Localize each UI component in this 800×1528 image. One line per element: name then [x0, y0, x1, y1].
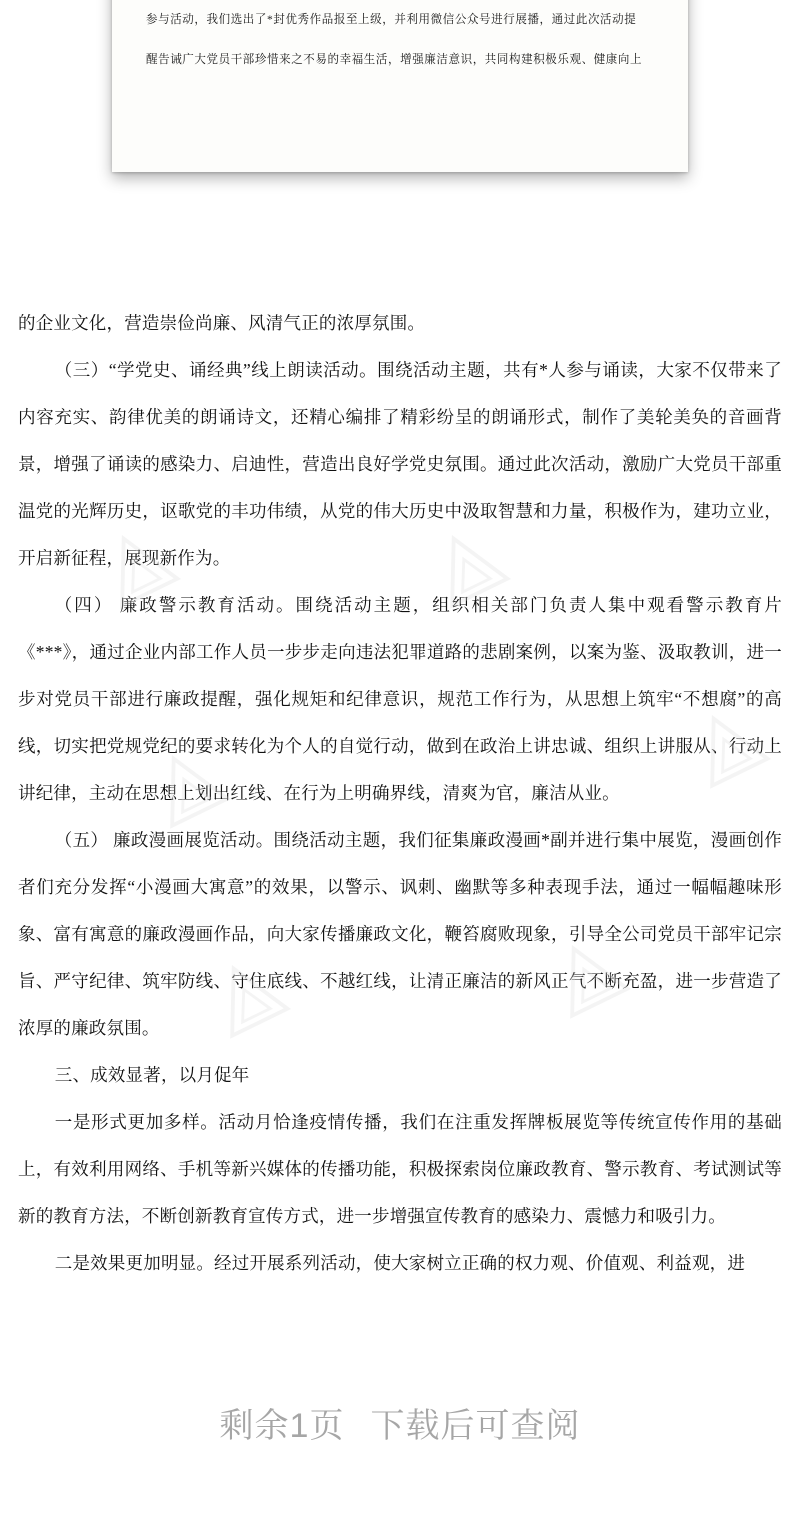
- download-hint-label[interactable]: 下载后可查阅: [370, 1407, 581, 1445]
- paywall-banner: [0, 1380, 800, 1528]
- previous-page-line: 醒告诫广大党员干部珍惜来之不易的幸福生活，增强廉洁意识，共同构建积极乐观、健康向上: [146, 53, 643, 67]
- previous-page-text-tail: [112, 0, 688, 80]
- paragraph-point-one: 一是形式更加多样。活动月恰逢疫情传播，我们在注重发挥牌板展览等传统宣传作用的基础上，有效利用网络、手机等新兴媒体的传播功能，积极探索岗位廉政教育、警示教育、考试测试等新的教育方法，不断创新教育宣传方式，进一步增强宣传教育的感染力、震憾力和吸引力。: [18, 1112, 782, 1226]
- paragraph-section-four: （四） 廉政警示教育活动。围绕活动主题，组织相关部门负责人集中观看警示教育片《***》，通过企业内部工作人员一步步走向违法犯罪道路的悲剧案例，以案为鉴、汲取教训，进一步对党员干部进行廉政提醒，强化规矩和纪律意识，规范工作行为，从思想上筑牢“不想腐”的高线，切实把党规党纪的要求转化为个人的自觉行动，做到在政治上讲忠诚、组织上讲服从、行动上讲纪律，主动在思想上划出红线、在行为上明确界线，清爽为官，廉洁从业。: [18, 595, 782, 803]
- remaining-pages-label: 剩余1页: [219, 1407, 345, 1445]
- content-fade-mask: [0, 1316, 800, 1380]
- previous-page-fragment-card: [112, 0, 688, 172]
- heading-section-three: 三、成效显著，以月促年: [54, 1065, 250, 1085]
- paragraph-section-three: （三）“学党史、诵经典”线上朗读活动。围绕活动主题，共有*人参与诵读，大家不仅带来了内容充实、韵律优美的朗诵诗文，还精心编排了精彩纷呈的朗诵形式，制作了美轮美奂的音画背景，增强了诵读的感染力、启迪性，营造出良好学党史氛围。通过此次活动，激励广大党员干部重温党的光辉历史，讴歌党的丰功伟绩，从党的伟大历史中汲取智慧和力量，积极作为，建功立业，开启新征程，展现新作为。: [18, 360, 782, 568]
- previous-page-line: 参与活动，我们选出了*封优秀作品报至上级，并利用微信公众号进行展播，通过此次活动提: [146, 13, 637, 27]
- paragraph-section-five: （五） 廉政漫画展览活动。围绕活动主题，我们征集廉政漫画*副并进行集中展览，漫画创作者们充分发挥“小漫画大寓意”的效果，以警示、讽刺、幽默等多种表现手法，通过一幅幅趣味形象、富有寓意的廉政漫画作品，向大家传播廉政文化，鞭笞腐败现象，引导全公司党员干部牢记宗旨、严守纪律、筑牢防线、守住底线、不越红线，让清正廉洁的新风正气不断充盈，进一步营造了浓厚的廉政氛围。: [18, 830, 782, 1038]
- paragraph-point-two: 二是效果更加明显。经过开展系列活动，使大家树立正确的权力观、价值观、利益观，进: [54, 1253, 746, 1273]
- document-page-body: [0, 300, 800, 1287]
- paragraph-culture-tail: 的企业文化，营造崇俭尚廉、风清气正的浓厚氛围。: [18, 313, 426, 333]
